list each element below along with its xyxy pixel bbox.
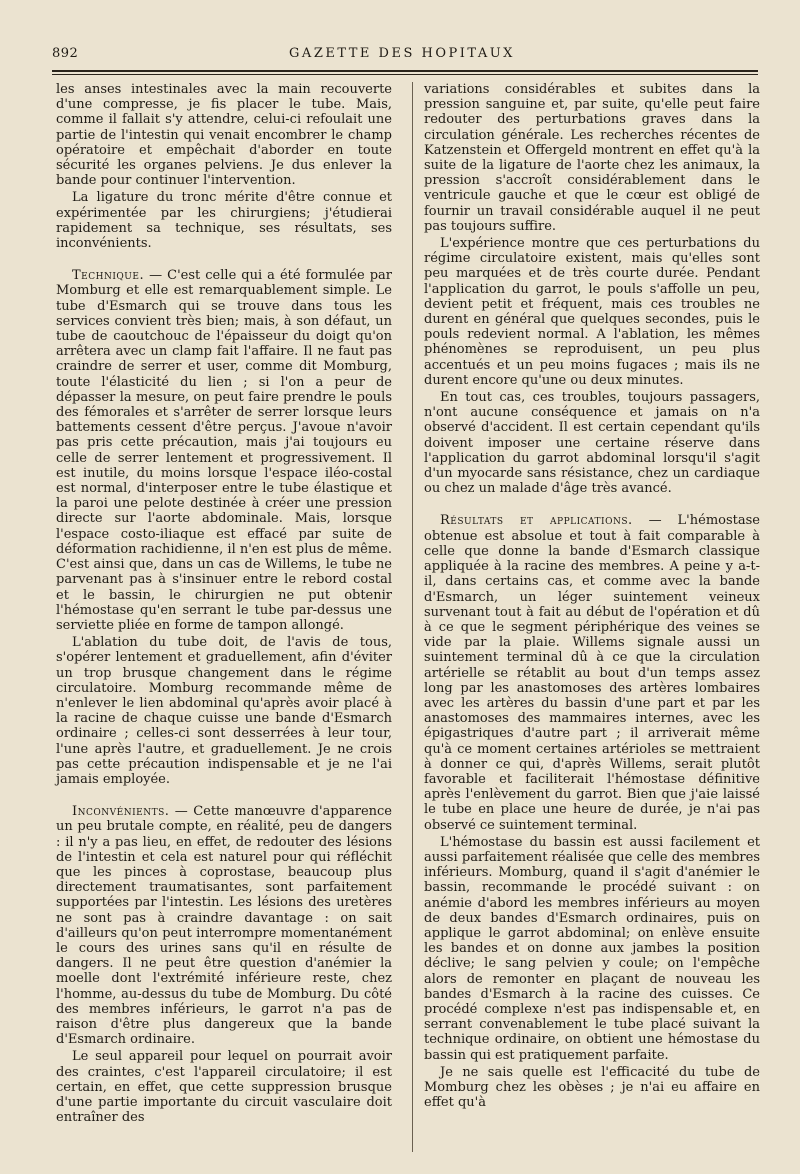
paragraph-technique (56, 268, 392, 633)
paragraph: L'ablation du tube doit, de l'avis de tous, s'opérer lentement et graduellement, afin d'éviter un trop brusque changement dans le régime circulatoire. Momburg recommande même de n'enlever le lien abdominal qu'après avoir placé à la racine de chaque cuisse une bande d'Esmarch ordinaire ; celles-ci sont desserrées à leur tour, l'une après l'autre, et graduellement. Je ne crois pas cette précaution indispensable et je ne l'ai jamais employée. (56, 635, 392, 787)
column-divider (412, 82, 413, 1152)
right-column (424, 82, 760, 1110)
header-rule (52, 70, 758, 72)
paragraph-text: — C'est celle qui a été formulée par Momburg et elle est remarquablement simple. Le tube d'Esmarch qui se trouve dans tous les services convient très bien; mais, à son défaut, un tube de caoutchouc de l'épaisseur du doigt qu'on arrêtera avec un clamp fait l'affaire. Il ne faut pas craindre de serrer et user, comme dit Momburg, toute l'élasticité du lien ; si l'on a peur de dépasser la mesure, on peut faire prendre le pouls des fémorales et s'arrêter de serrer lorsque leurs battements cessent d'être perçus. J'avoue n'avoir pas pris cette précaution, mais j'ai toujours eu celle de serrer lentement et progressivement. Il est inutile, du moins lorsque l'espace iléo-costal est normal, d'interposer entre le tube élastique et la paroi une pelote destinée à créer une pression directe sur l'aorte abdominale. Mais, lorsque l'espace costo-iliaque est effacé par suite de déformation rachidienne, il n'en est plus de même. C'est ainsi que, dans un cas de Willems, le tube ne parvenant pas à s'insinuer entre le rebord costal et le bassin, le chirurgien ne put obtenir l'hémostase qu'en serrant le tube par-dessus une serviette pliée en forme de tampon allongé. (56, 268, 392, 633)
section-heading-inconvenients: Inconvénients. (72, 804, 170, 820)
journal-title: GAZETTE DES HOPITAUX (289, 46, 515, 61)
page-number: 892 (52, 46, 79, 61)
paragraph: En tout cas, ces troubles, toujours passagers, n'ont aucune conséquence et jamais on n'a observé d'accident. Il est certain cependant qu'ils doivent imposer une certaine réserve dans l'application du garrot abdominal lorsqu'il s'agit d'un myocarde sans résistance, chez un cardiaque ou chez un malade d'âge très avancé. (424, 390, 760, 497)
paragraph-text: — Cette manœuvre d'apparence un peu brutale compte, en réalité, peu de dangers : il n'y a pas lieu, en effet, de redouter des lésions de l'intestin et cela est naturel pour qui réfléchit que les pinces à coprostase, beaucoup plus directement traumatisantes, sont parfaitement supportées par l'intestin. Les lésions des uretères ne sont pas à craindre davantage : on sait d'ailleurs qu'on peut interrompre momentanément le cours des urines sans qu'il en résulte de dangers. Il ne peut être question d'anémier la moelle dont l'extrémité inférieure reste, chez l'homme, au-dessus du tube de Momburg. Du côté des membres inférieurs, le garrot n'a pas de raison d'être plus dangereux que la bande d'Esmarch ordinaire. (56, 804, 392, 1048)
paragraph-text: — L'hémostase obtenue est absolue et tout à fait comparable à celle que donne la bande d'Esmarch classique appliquée à la racine des membres. A peine y a-t-il, dans certains cas, et comme avec la bande d'Esmarch, un léger suintement veineux survenant tout à fait au début de l'opération et dû à ce que le segment périphérique des veines se vide par la plaie. Willems signale aussi un suintement terminal dû à ce que la circulation artérielle se rétablit au bout d'un temps assez long par les anastomoses des artères lombaires avec les artères du bassin d'une part et par les anastomoses des mammaires internes, avec les épigastriques d'autre part ; il arriverait même qu'à ce moment certaines artérioles se mettraient à donner ce qui, d'après Willems, serait plutôt favorable et faciliterait l'hémostase définitive après l'enlèvement du garrot. Bien que j'aie laissé le tube en place une heure de durée, je n'ai pas observé ce suintement terminal. (424, 513, 760, 833)
paragraph: L'hémostase du bassin est aussi facilement et aussi parfaitement réalisée que celle des membres inférieurs. Momburg, quand il s'agit d'anémier le bassin, recommande le procédé suivant : on anémie d'abord les membres inférieurs au moyen de deux bandes d'Esmarch ordinaires, puis on applique le garrot abdominal; on enlève ensuite les bandes et on donne aux jambes la position déclive; le sang pelvien y coule; on l'empêche alors de remonter en plaçant de nouveau les bandes d'Esmarch à la racine des cuisses. Ce procédé complexe n'est pas indispensable et, en serrant convenablement le tube placé suivant la technique ordinaire, on obtient une hémostase du bassin qui est pratiquement parfaite. (424, 834, 760, 1063)
section-heading-technique: Technique. (72, 268, 145, 284)
paragraph-inconvenients (56, 804, 392, 1047)
header-rule-thin (52, 74, 758, 75)
paragraph: L'expérience montre que ces perturbations du régime circulatoire existent, mais qu'elles sont peu marquées et de très courte durée. Pendant l'application du garrot, le pouls s'affolle un peu, devient petit et fréquent, mais ces troubles ne durent en général que quelques secondes, puis le pouls redevient normal. A l'ablation, les mêmes phénomènes se reproduisent, un peu plus accentués et un peu moins fugaces ; mais ils ne durent encore qu'une ou deux minutes. (424, 236, 760, 388)
paragraph: variations considérables et subites dans la pression sanguine et, par suite, qu'elle peut faire redouter des perturbations graves dans la circulation générale. Les recherches récentes de Katzenstein et Offergeld montrent en effet qu'à la suite de la ligature de l'aorte chez les animaux, la pression s'accroît considérablement dans le ventricule gauche et que le cœur est obligé de fournir un travail considérable auquel il ne peut pas toujours suffire. (424, 82, 760, 234)
paragraph: La ligature du tronc mérite d'être connue et expérimentée par les chirurgiens; j'étudierai rapidement sa technique, ses résultats, ses inconvénients. (56, 190, 392, 252)
paragraph: les anses intestinales avec la main recouverte d'une compresse, je fis placer le tube. Mais, comme il fallait s'y attendre, celui-ci refoulait une partie de l'intestin qui venait encombrer le champ opératoire et empêchait d'aborder en toute sécurité les organes pelviens. Je dus enlever la bande pour continuer l'intervention. (56, 82, 392, 189)
paragraph: Le seul appareil pour lequel on pourrait avoir des craintes, c'est l'appareil circulatoire; il est certain, en effet, que cette suppression brusque d'une partie importante du circuit vasculaire doit entraîner des (56, 1049, 392, 1126)
section-heading-resultats: Résultats et applications. (440, 513, 633, 529)
left-column (56, 82, 392, 1125)
page-header (52, 40, 752, 64)
paragraph: Je ne sais quelle est l'efficacité du tube de Momburg chez les obèses ; je n'ai eu affaire en effet qu'à (424, 1064, 760, 1111)
paragraph-resultats (424, 513, 760, 832)
